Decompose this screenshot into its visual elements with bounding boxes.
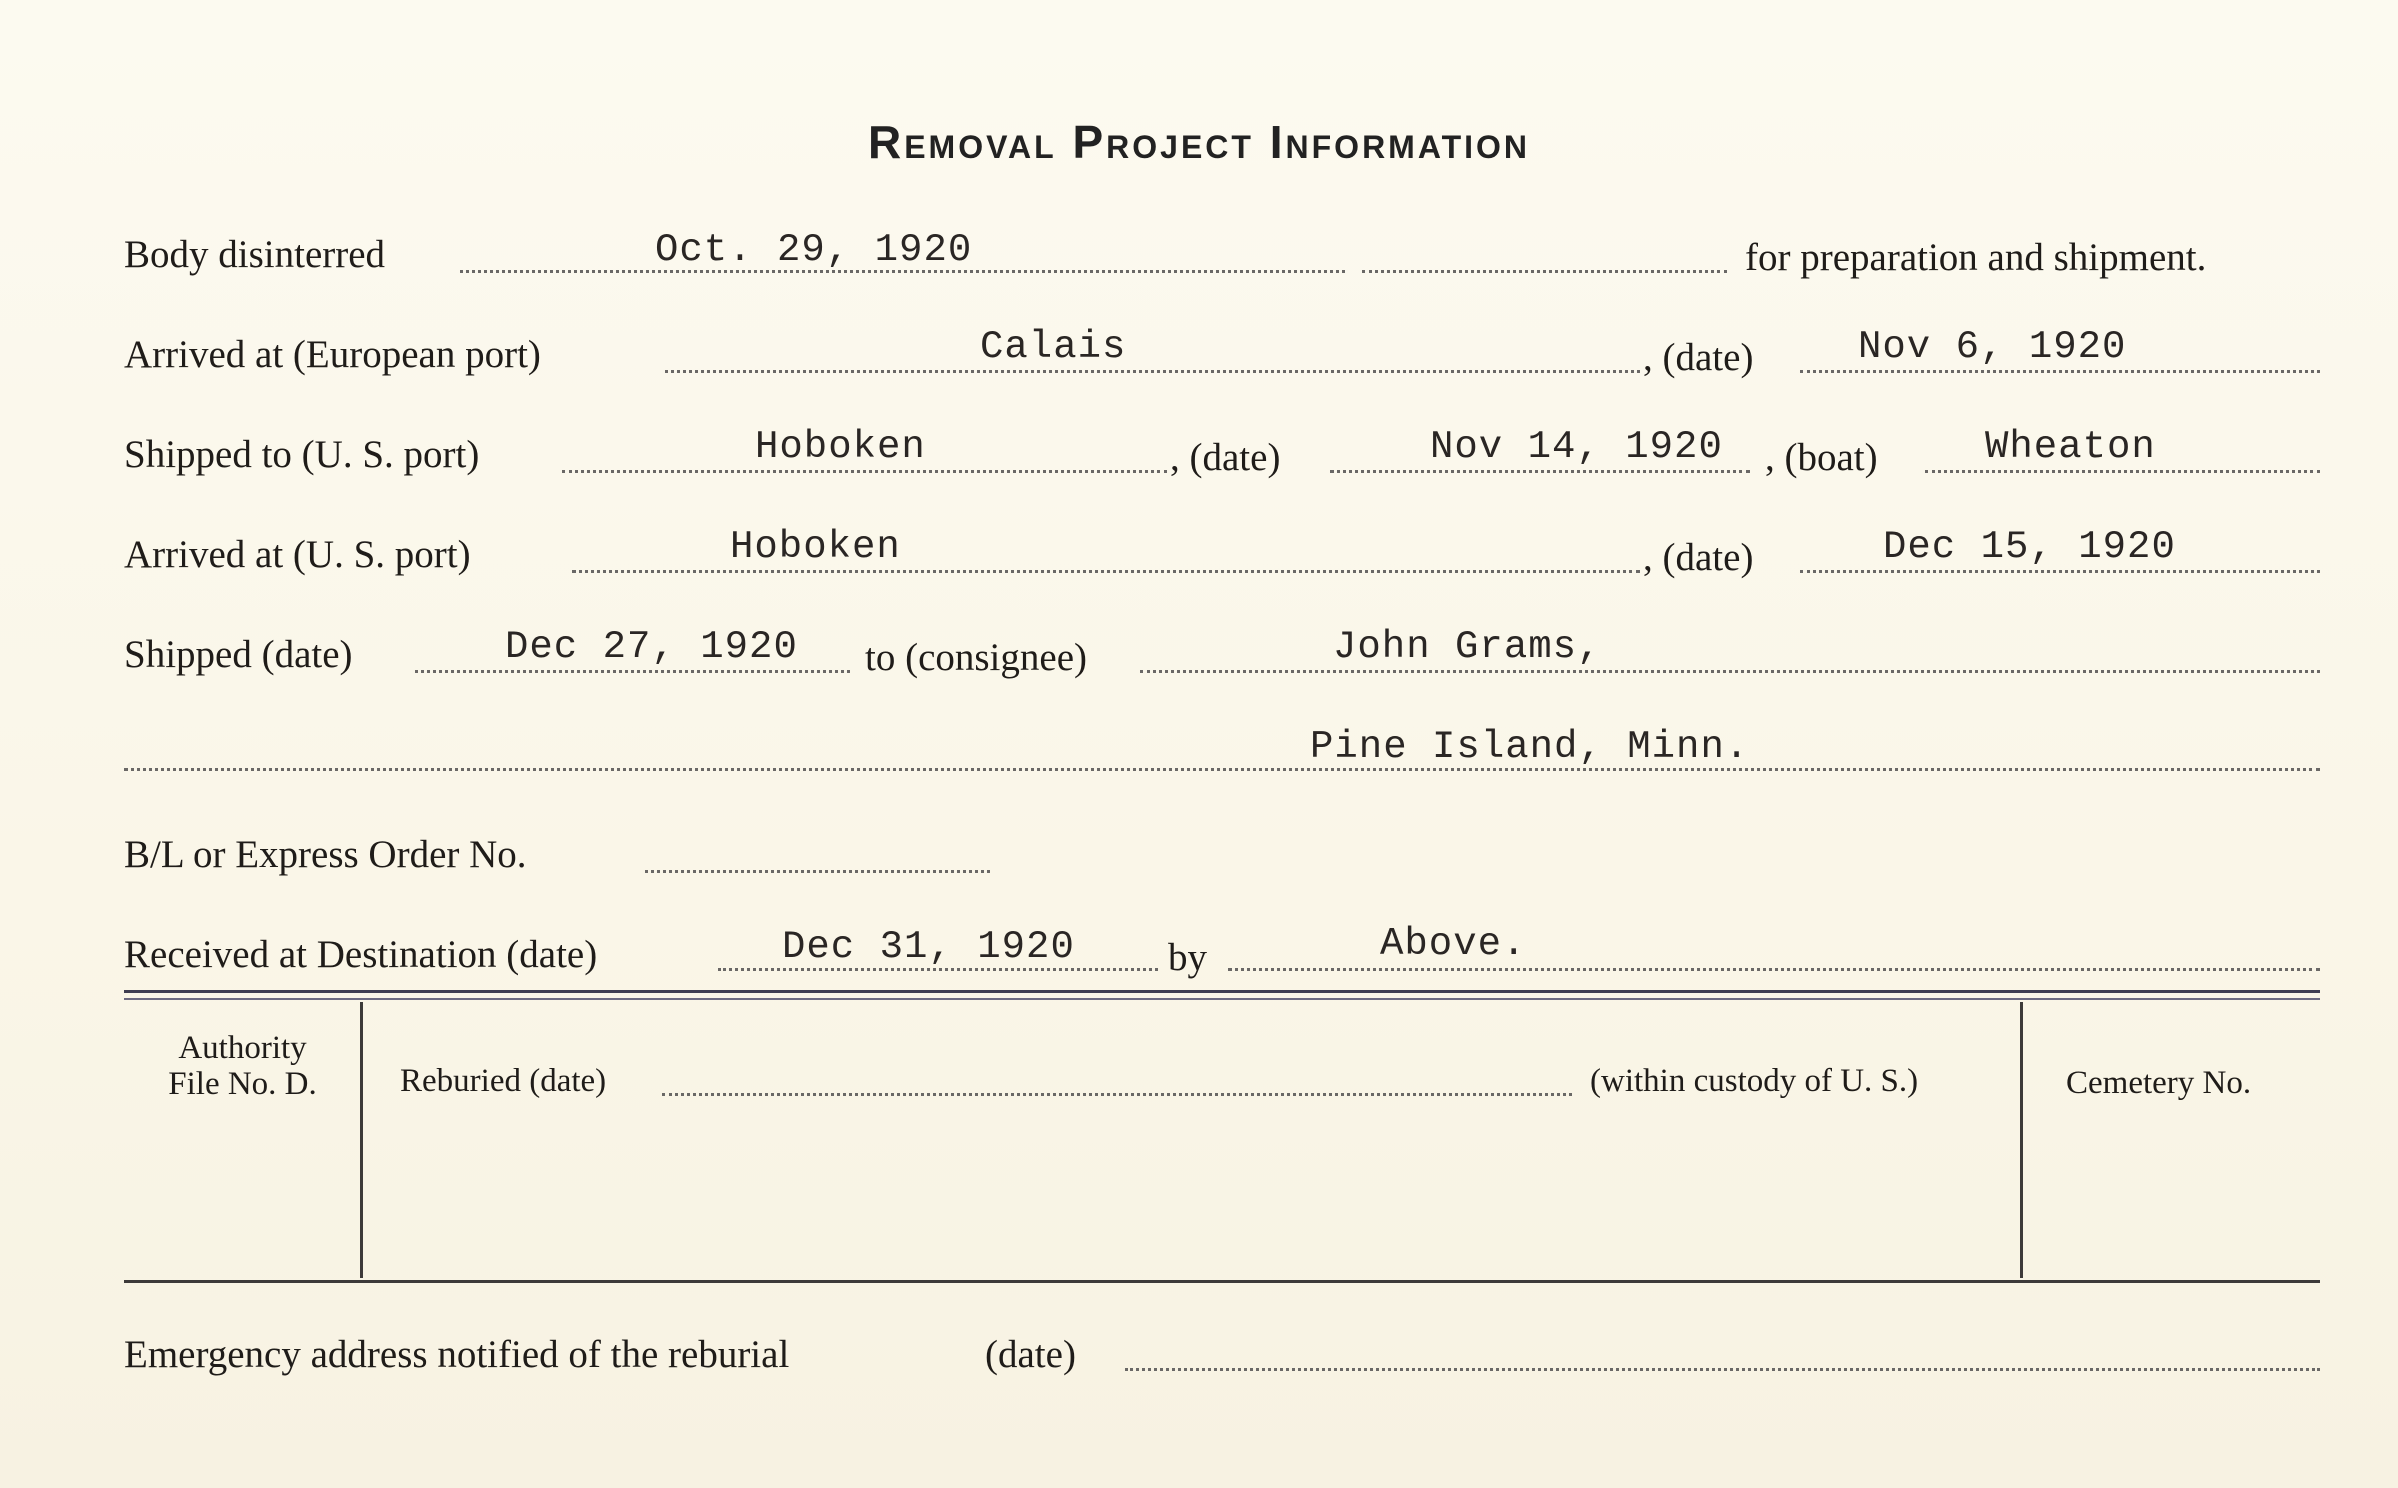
shipped-us-date: Nov 14, 1920 [1430,425,1723,469]
arrived-european-port: Calais [980,325,1127,369]
shipped-us-date-label: , (date) [1170,436,1281,479]
emergency-label: Emergency address notified of the reburial [124,1333,790,1376]
table-top-rule-2 [124,998,2320,1000]
shipped-date-line [415,670,850,673]
arrived-european-line [665,370,1640,373]
bl-order-label: B/L or Express Order No. [124,833,527,876]
custody-label: (within custody of U. S.) [1590,1063,1919,1099]
shipped-us-label: Shipped to (U. S. port) [124,433,480,476]
arrived-us-port: Hoboken [730,525,901,569]
received-by: Above. [1380,922,1527,966]
received-by-label: by [1168,936,1207,979]
arrived-us-date-line [1800,570,2320,573]
table-divider-right [2020,1002,2023,1278]
shipped-us-line [562,470,1167,473]
consignee-line [1140,670,2320,673]
shipped-us-boat-label: , (boat) [1765,436,1878,479]
body-disinterred-label: Body disinterred [124,233,386,276]
authority-line-2: File No. D. [168,1066,317,1102]
table-top-rule [124,990,2320,993]
form-title: Removal Project Information [867,116,1531,168]
arrived-european-label: Arrived at (European port) [124,333,541,376]
arrived-european-date-label: , (date) [1643,336,1754,379]
arrived-us-date: Dec 15, 1920 [1883,525,2176,569]
shipped-us-date-line [1330,470,1750,473]
arrived-us-date-label: , (date) [1643,536,1754,579]
authority-line-1: Authority [178,1030,307,1066]
table-divider-left [360,1002,363,1278]
received-label: Received at Destination (date) [124,933,598,976]
shipped-date-value: Dec 27, 1920 [505,625,798,669]
body-disinterred-value: Oct. 29, 1920 [655,228,973,272]
consignee-name: John Grams, [1333,625,1602,669]
shipped-date-label: Shipped (date) [124,633,353,676]
consignee-address-line [124,768,2320,771]
received-date: Dec 31, 1920 [782,925,1075,969]
reburied-label: Reburied (date) [400,1063,607,1099]
shipped-us-boat-line [1925,470,2320,473]
body-disinterred-line-2 [1362,270,1727,273]
reburied-line [662,1093,1572,1096]
consignee-label: to (consignee) [865,636,1088,679]
arrived-us-line [572,570,1640,573]
consignee-address: Pine Island, Minn. [1310,725,1750,769]
cemetery-label: Cemetery No. [2066,1065,2252,1101]
arrived-european-date-line [1800,370,2320,373]
received-by-line [1228,968,2320,971]
emergency-date-label: (date) [985,1333,1076,1376]
arrived-european-date: Nov 6, 1920 [1858,325,2127,369]
arrived-us-label: Arrived at (U. S. port) [124,533,471,576]
shipped-us-port: Hoboken [755,425,926,469]
table-bottom-rule [124,1280,2320,1283]
emergency-line [1125,1368,2320,1371]
bl-order-line [645,870,990,873]
authority-label [130,1030,355,1102]
body-disinterred-suffix: for preparation and shipment. [1745,236,2207,279]
shipped-us-boat: Wheaton [1985,425,2156,469]
